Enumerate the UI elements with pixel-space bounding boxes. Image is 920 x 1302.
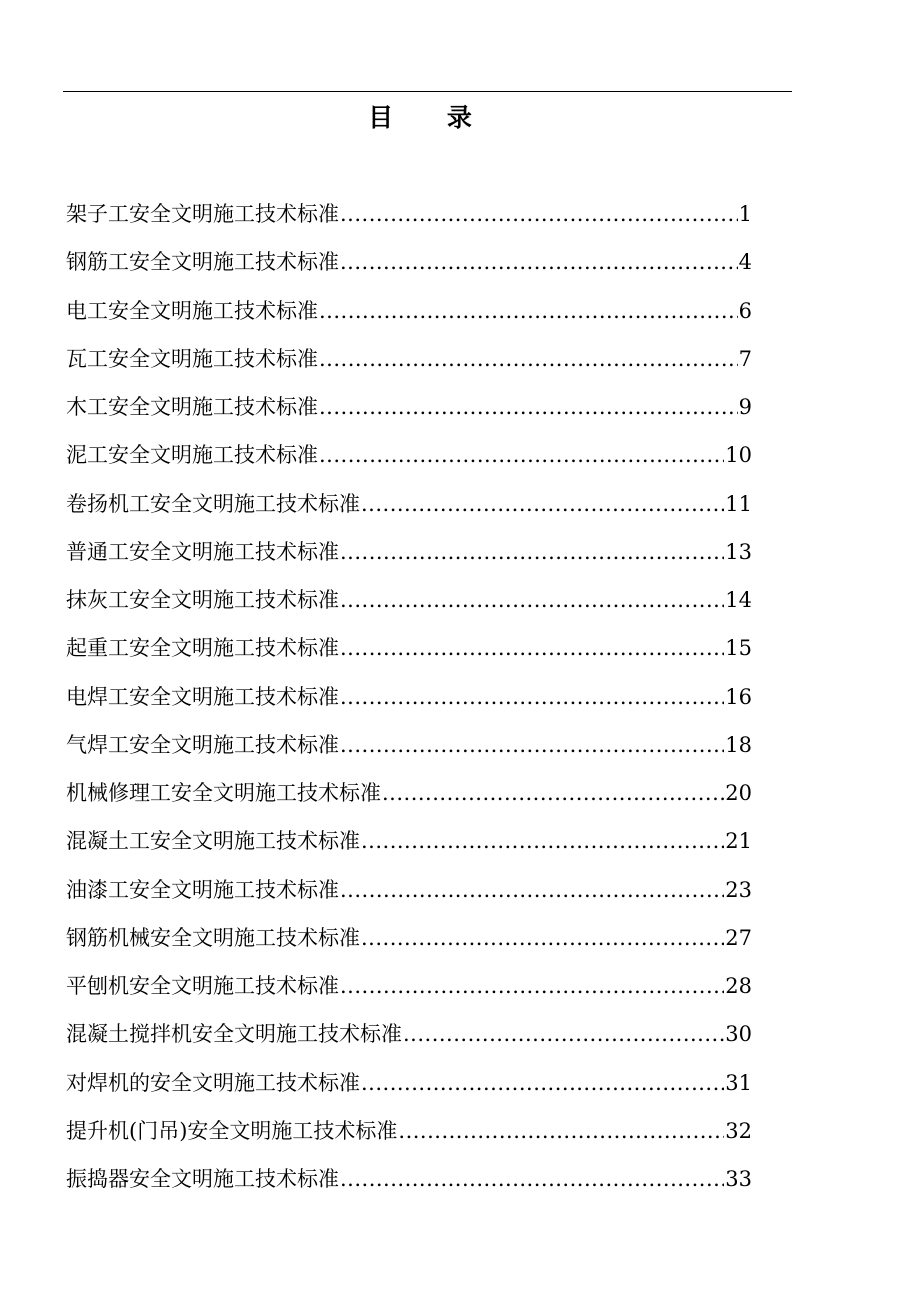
header-rule xyxy=(63,91,792,92)
toc-page-number: 18 xyxy=(725,732,752,757)
toc-entry[interactable] xyxy=(66,962,752,1010)
toc-page-number: 32 xyxy=(725,1118,752,1143)
toc-entry[interactable] xyxy=(66,287,752,335)
toc-entry-title: 瓦工安全文明施工技术标准 xyxy=(66,346,318,371)
toc-leader-dots xyxy=(319,383,738,431)
toc-entry-title: 油漆工安全文明施工技术标准 xyxy=(66,877,339,902)
toc-entry[interactable] xyxy=(66,576,752,624)
toc-leader-dots xyxy=(340,866,724,914)
toc-entry-title: 架子工安全文明施工技术标准 xyxy=(66,202,339,226)
toc-page-number: 20 xyxy=(725,781,752,805)
toc-entry[interactable] xyxy=(66,190,752,238)
toc-entry[interactable] xyxy=(66,431,752,479)
toc-leader-dots xyxy=(340,962,724,1010)
toc-page-number: 9 xyxy=(738,395,752,419)
toc-page-number: 11 xyxy=(725,491,752,516)
toc-leader-dots xyxy=(340,528,724,576)
toc-entry-title: 混凝土工安全文明施工技术标准 xyxy=(66,829,360,854)
toc-entry[interactable] xyxy=(66,1107,752,1155)
toc-entry-title: 卷扬机工安全文明施工技术标准 xyxy=(66,491,360,516)
toc-page-number: 28 xyxy=(725,974,752,998)
toc-leader-dots xyxy=(319,431,724,479)
toc-entry[interactable] xyxy=(66,528,752,576)
toc-entry-title: 机械修理工安全文明施工技术标准 xyxy=(66,781,381,805)
toc-leader-dots xyxy=(403,1010,724,1058)
toc-entry[interactable] xyxy=(66,673,752,721)
toc-page-number: 6 xyxy=(738,298,752,323)
toc-page-number: 21 xyxy=(725,829,752,854)
toc-entry-title: 混凝土搅拌机安全文明施工技术标准 xyxy=(66,1022,402,1047)
toc-leader-dots xyxy=(361,480,724,528)
toc-entry-title: 电工安全文明施工技术标准 xyxy=(66,298,318,323)
toc-page-number: 16 xyxy=(725,684,752,709)
toc-entry[interactable] xyxy=(66,1155,752,1203)
toc-page-number: 14 xyxy=(725,588,752,612)
toc-leader-dots xyxy=(319,287,738,335)
toc-entry[interactable] xyxy=(66,721,752,769)
toc-entry[interactable] xyxy=(66,480,752,528)
toc-page-number: 27 xyxy=(725,925,752,950)
toc-entry[interactable] xyxy=(66,335,752,383)
toc-entry-title: 平刨机安全文明施工技术标准 xyxy=(66,974,339,998)
toc-page-number: 15 xyxy=(725,636,752,661)
toc-entry[interactable] xyxy=(66,1059,752,1107)
toc-page-number: 13 xyxy=(725,539,752,564)
toc-entry[interactable] xyxy=(66,817,752,865)
toc-entry-title: 对焊机的安全文明施工技术标准 xyxy=(66,1070,360,1095)
toc-entry-title: 泥工安全文明施工技术标准 xyxy=(66,443,318,468)
toc-page-number: 1 xyxy=(738,202,752,226)
toc-title: 目 录 xyxy=(368,103,495,132)
toc-page-number: 10 xyxy=(725,443,752,468)
toc-page-number: 33 xyxy=(725,1167,752,1191)
toc-entry[interactable] xyxy=(66,866,752,914)
toc-leader-dots xyxy=(319,335,738,383)
toc-leader-dots xyxy=(361,1059,724,1107)
toc-leader-dots xyxy=(340,238,738,286)
toc-page-number: 30 xyxy=(725,1022,752,1047)
toc-entry-title: 起重工安全文明施工技术标准 xyxy=(66,636,339,661)
toc-entry-title: 抹灰工安全文明施工技术标准 xyxy=(66,588,339,612)
toc-entry[interactable] xyxy=(66,383,752,431)
toc-leader-dots xyxy=(382,769,724,817)
toc-entry[interactable] xyxy=(66,1010,752,1058)
toc-leader-dots xyxy=(398,1107,724,1155)
toc-entry-title: 振捣器安全文明施工技术标准 xyxy=(66,1167,339,1191)
toc-list xyxy=(66,190,752,1203)
toc-entry-title: 钢筋机械安全文明施工技术标准 xyxy=(66,925,360,950)
toc-leader-dots xyxy=(340,1155,724,1203)
toc-entry-title: 钢筋工安全文明施工技术标准 xyxy=(66,250,339,275)
toc-leader-dots xyxy=(340,190,738,238)
toc-leader-dots xyxy=(340,673,724,721)
toc-leader-dots xyxy=(340,624,724,672)
toc-leader-dots xyxy=(361,817,724,865)
toc-page-number: 23 xyxy=(725,877,752,902)
toc-leader-dots xyxy=(340,721,724,769)
toc-entry-title: 电焊工安全文明施工技术标准 xyxy=(66,684,339,709)
toc-entry-title: 提升机(门吊)安全文明施工技术标准 xyxy=(66,1118,398,1143)
toc-entry[interactable] xyxy=(66,914,752,962)
toc-page-number: 31 xyxy=(725,1070,752,1095)
toc-entry-title: 气焊工安全文明施工技术标准 xyxy=(66,732,339,757)
toc-entry[interactable] xyxy=(66,624,752,672)
toc-entry-title: 木工安全文明施工技术标准 xyxy=(66,395,318,419)
toc-leader-dots xyxy=(361,914,724,962)
toc-entry[interactable] xyxy=(66,238,752,286)
toc-page-number: 7 xyxy=(738,346,752,371)
toc-leader-dots xyxy=(340,576,724,624)
toc-entry[interactable] xyxy=(66,769,752,817)
toc-entry-title: 普通工安全文明施工技术标准 xyxy=(66,539,339,564)
toc-page-number: 4 xyxy=(738,250,752,275)
